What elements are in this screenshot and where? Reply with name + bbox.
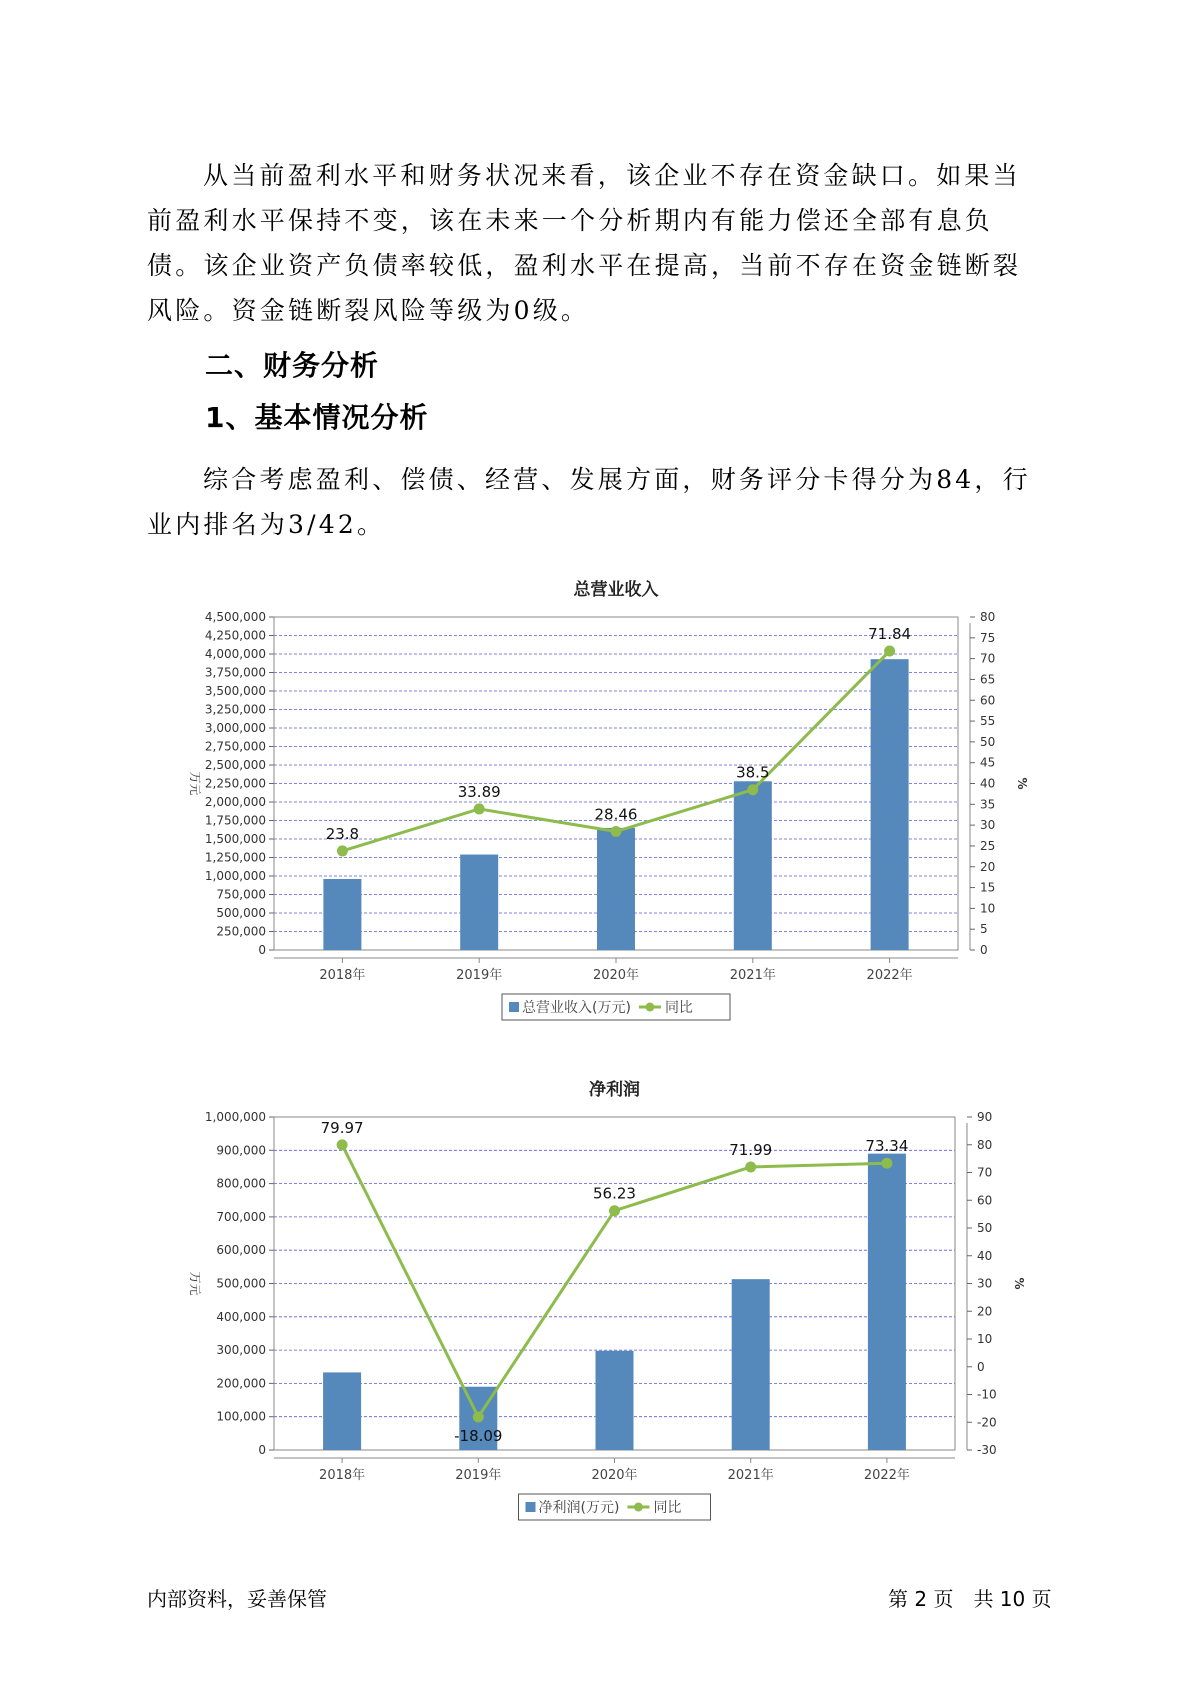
y-tick-label: 3,750,000 (204, 665, 266, 680)
bar (732, 1279, 770, 1450)
y-axis-label: 万元 (188, 1271, 202, 1296)
line-point (474, 803, 485, 814)
x-tick-label: 2019年 (456, 968, 503, 983)
data-label: 38.5 (736, 763, 770, 782)
y-axis-label: 万元 (188, 771, 202, 796)
y-tick-label: 4,250,000 (204, 628, 266, 643)
bar (460, 855, 498, 950)
y2-tick-label: 20 (977, 1304, 993, 1319)
y-tick-label: 2,250,000 (204, 776, 266, 791)
legend (502, 994, 730, 1020)
legend-bar-swatch (526, 1502, 536, 1512)
y2-axis-label: % (1015, 777, 1029, 790)
data-label: 73.34 (865, 1137, 909, 1156)
y-tick-label: 800,000 (216, 1176, 266, 1191)
y2-tick-label: -30 (977, 1443, 997, 1457)
data-label: -18.09 (454, 1426, 503, 1445)
y2-tick-label: 25 (980, 838, 996, 853)
legend-line-marker (634, 1503, 643, 1512)
data-label: 33.89 (457, 782, 501, 801)
y-tick-label: 0 (258, 943, 266, 957)
y2-tick-label: 50 (977, 1221, 993, 1235)
y-tick-label: 2,500,000 (204, 758, 266, 772)
line-point (337, 1139, 348, 1150)
bar (596, 1351, 634, 1450)
y2-tick-label: -10 (977, 1387, 997, 1402)
legend-line-label: 同比 (664, 1000, 693, 1016)
y2-tick-label: 80 (977, 1137, 993, 1152)
y2-tick-label: 55 (980, 714, 996, 729)
data-label: 71.99 (729, 1140, 773, 1159)
legend-bar-swatch (509, 1002, 519, 1012)
line-point (609, 1205, 620, 1216)
y-tick-label: 1,500,000 (204, 832, 266, 846)
y-tick-label: 1,000,000 (204, 1110, 266, 1124)
x-tick-label: 2022年 (863, 1468, 910, 1483)
y-tick-label: 500,000 (216, 906, 266, 920)
data-label: 71.84 (868, 624, 912, 643)
section-heading: 二、财务分析 (205, 349, 380, 382)
chart-net-profit-svg (0, 1065, 1191, 1530)
y2-tick-label: 65 (980, 672, 996, 687)
bar (871, 659, 909, 950)
y-tick-label: 0 (258, 1443, 266, 1457)
x-tick-label: 2018年 (319, 1468, 366, 1483)
y2-tick-label: 50 (980, 734, 996, 749)
paragraph-score-text: 综合考虑盈利、偿债、经营、发展方面，财务评分卡得分为84，行业内排名为3/42。 (147, 465, 1031, 539)
paragraph-funding-text: 从当前盈利水平和财务状况来看，该企业不存在资金缺口。如果当前盈利水平保持不变，该在未来一个分析期内有能力偿还全部有息负债。该企业资产负债率较低，盈利水平在提高，当前不存在资金链断裂风险。资金链断裂风险等级为0级。 (147, 161, 1022, 325)
y-tick-label: 750,000 (216, 887, 266, 902)
chart-title: 净利润 (589, 1080, 640, 1100)
data-label: 23.8 (325, 824, 360, 843)
y2-tick-label: 5 (980, 922, 988, 937)
y-tick-label: 3,500,000 (204, 684, 266, 698)
y2-tick-label: 40 (980, 776, 996, 791)
chart-title: 总营业收入 (573, 580, 659, 600)
y-tick-label: 600,000 (216, 1243, 266, 1258)
line-point (745, 1161, 756, 1172)
y-tick-label: 500,000 (216, 1276, 266, 1291)
data-label: 79.97 (320, 1118, 364, 1137)
x-tick-label: 2018年 (319, 968, 366, 983)
chart-net-profit (0, 1065, 1191, 1530)
y2-tick-label: 70 (980, 651, 996, 666)
legend-bar-label: 净利润(万元) (538, 1500, 620, 1516)
bar (868, 1154, 906, 1450)
y-tick-label: 2,750,000 (204, 739, 266, 754)
y2-tick-label: 0 (980, 943, 988, 957)
legend (519, 1494, 711, 1520)
y2-tick-label: 75 (980, 630, 996, 645)
chart-revenue (0, 565, 1191, 1030)
bar (323, 1372, 361, 1450)
x-tick-label: 2021年 (727, 1468, 774, 1483)
y-tick-label: 250,000 (216, 924, 266, 939)
x-tick-label: 2021年 (729, 968, 776, 983)
footer-page-number: 第 2 页 共 10 页 (888, 1587, 1052, 1611)
line-point (473, 1411, 484, 1422)
y-tick-label: 1,250,000 (204, 850, 266, 865)
x-tick-label: 2020年 (592, 968, 640, 983)
y2-tick-label: -20 (977, 1415, 997, 1430)
data-label: 56.23 (593, 1184, 636, 1203)
legend-line-label: 同比 (653, 1500, 682, 1516)
y-tick-label: 2,000,000 (204, 795, 266, 809)
y-tick-label: 1,750,000 (204, 813, 266, 828)
data-label: 28.46 (594, 805, 638, 824)
bar (323, 879, 361, 950)
y2-tick-label: 30 (980, 818, 996, 833)
y2-tick-label: 20 (980, 859, 996, 874)
chart-revenue-svg (0, 565, 1191, 1030)
y2-tick-label: 10 (977, 1332, 993, 1346)
paragraph-funding (147, 153, 1047, 333)
line-point (611, 826, 622, 837)
line-point (881, 1158, 892, 1169)
bar (597, 828, 635, 950)
y2-tick-label: 0 (977, 1359, 985, 1374)
y-tick-label: 4,000,000 (204, 647, 266, 661)
footer-confidential: 内部资料，妥善保管 (147, 1587, 327, 1611)
y-tick-label: 4,500,000 (204, 610, 266, 624)
y-tick-label: 700,000 (216, 1209, 266, 1224)
y2-tick-label: 35 (980, 797, 996, 812)
y-tick-label: 100,000 (216, 1409, 266, 1424)
legend-bar-label: 总营业收入(万元) (522, 1000, 631, 1016)
y-tick-label: 200,000 (216, 1376, 266, 1391)
paragraph-score (147, 457, 1047, 547)
y2-tick-label: 10 (980, 901, 996, 916)
legend-line-marker (645, 1003, 654, 1012)
y-tick-label: 400,000 (216, 1309, 266, 1324)
y-tick-label: 300,000 (216, 1343, 266, 1358)
y2-axis-label: % (1012, 1277, 1026, 1290)
subsection-heading: 1、基本情况分析 (205, 401, 429, 434)
y2-tick-label: 90 (977, 1110, 993, 1124)
y2-tick-label: 60 (980, 693, 996, 708)
bar (734, 781, 772, 950)
y-tick-label: 900,000 (216, 1143, 266, 1158)
x-tick-label: 2022年 (866, 968, 913, 983)
line-point (747, 784, 758, 795)
x-tick-label: 2019年 (455, 1468, 502, 1483)
y2-tick-label: 30 (977, 1276, 993, 1291)
y2-tick-label: 70 (977, 1165, 993, 1180)
line-point (884, 645, 895, 656)
y2-tick-label: 80 (980, 610, 996, 624)
y2-tick-label: 15 (980, 880, 996, 895)
y2-tick-label: 40 (977, 1248, 993, 1263)
y-tick-label: 1,000,000 (204, 869, 266, 883)
y2-tick-label: 60 (977, 1193, 993, 1208)
y2-tick-label: 45 (980, 755, 996, 770)
line-point (337, 845, 348, 856)
y-tick-label: 3,250,000 (204, 702, 266, 717)
x-tick-label: 2020年 (591, 1468, 638, 1483)
y-tick-label: 3,000,000 (204, 721, 266, 735)
